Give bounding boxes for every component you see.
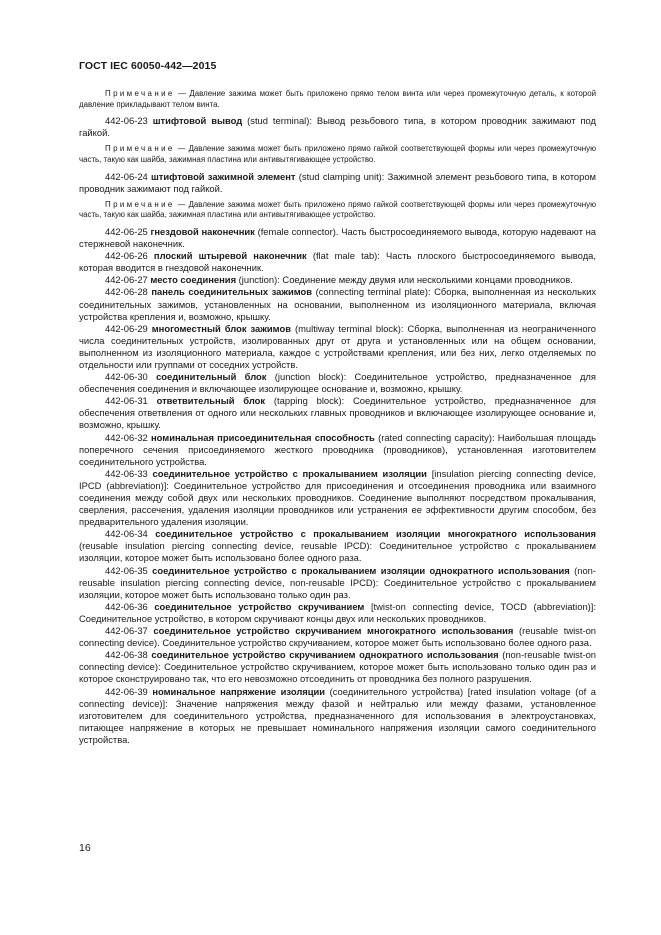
entry-code: 442-06-32 (105, 431, 148, 443)
term-entry (79, 565, 596, 601)
entry-code: 442-06-36 (105, 600, 148, 612)
standard-header: ГОСТ IEC 60050-442—2015 (79, 60, 217, 72)
term-entry (79, 625, 596, 649)
document-body (79, 89, 596, 746)
entry-code: 442-06-27 (105, 274, 148, 286)
term-entry (79, 323, 596, 371)
term-entry (79, 274, 596, 286)
entry-definition: (stud terminal): Вывод резьбового типа, в котором проводник зажимают под гайкой. (79, 115, 597, 139)
entry-term: соединительное устройство с прокалыванием изоляции многократного использования (155, 528, 596, 540)
entry-code: 442-06-33 (105, 467, 148, 479)
entry-code: 442-06-23 (105, 115, 148, 127)
entry-term: соединительное устройство с прокалыванием изоляции однократного использования (152, 564, 570, 576)
entry-term: место соединения (150, 274, 237, 286)
term-entry (79, 649, 596, 685)
entry-term: панель соединительных зажимов (151, 286, 313, 298)
entry-term: многоместный блок зажимов (151, 322, 291, 334)
entry-code: 442-06-26 (105, 250, 148, 262)
note-paragraph (79, 200, 596, 221)
entry-definition: (stud clamping unit): Зажимной элемент резьбового типа, в котором проводник зажимают под гайкой. (79, 170, 597, 194)
page-number: 16 (79, 842, 91, 854)
note-label: Примечание (105, 199, 175, 209)
entry-term: соединительное устройство с прокалыванием изоляции (152, 467, 427, 479)
entry-definition: (junction): Соединение между двумя или несколькими концами проводников. (236, 274, 573, 286)
term-entry (79, 686, 596, 746)
entry-term: штифтовой вывод (152, 115, 243, 127)
term-entry (79, 468, 596, 528)
term-entry (79, 286, 596, 322)
entry-definition: (reusable twist-on connecting device). Соединительное устройство скручиванием, которое может быть использовано более одного раза. (79, 625, 597, 649)
entry-term: гнездовой наконечник (150, 225, 255, 237)
entry-code: 442-06-29 (105, 322, 148, 334)
term-entry (79, 601, 596, 625)
entry-term: соединительный блок (156, 371, 267, 383)
entry-code: 442-06-31 (105, 395, 148, 407)
entry-definition: [twist-on connecting device, TOCD (abbreviation)]: Соединительное устройство, в котором скручивают концы двух или нескольких проводников. (79, 600, 597, 624)
entry-code: 442-06-28 (105, 286, 148, 298)
entry-code: 442-06-35 (105, 564, 148, 576)
term-entry (79, 115, 596, 139)
entry-term: соединительное устройство скручиванием однократного использования (151, 649, 499, 661)
term-entry (79, 171, 596, 195)
entry-term: номинальная присоединительная способность (151, 431, 375, 443)
term-entry (79, 395, 596, 431)
entry-code: 442-06-38 (105, 649, 148, 661)
term-entry (79, 226, 596, 250)
note-paragraph (79, 89, 596, 110)
entry-definition: (соединительного устройства) [rated insulation voltage (of a connecting device)]: Значение напряжения между фазой и нейтралью или между фазами, установленное изготовителем для соединительного устройства, предназначенного для использования в электроустановках, питающее напряжение в которых не превышает номинального напряжения изоляции самого соединительного устройства. (79, 685, 596, 745)
note-text: — Давление зажима может быть приложено прямо телом винта или через промежуточную деталь, к которой давление прикладывают телом винта. (79, 89, 596, 109)
note-label: Примечание (105, 144, 175, 154)
entry-definition: (female connector). Часть быстросоединяемого вывода, которую надевают на стержневой наконечник. (79, 225, 596, 250)
entry-definition: (tapping block): Соединительное устройство, предназначенное для обеспечения ответвления от одного или нескольких главных проводников и включающее изолирующее основание и, возможно, крышку. (79, 395, 596, 431)
entry-definition: (non-reusable twist-on connecting device): Соединительное устройство скручиванием, которое может быть использовано только один раз и которое сконструировано так, что его невозможно отсоединить от проводника без полного разрушения. (79, 649, 596, 685)
note-label: Примечание (105, 89, 175, 98)
term-entry (79, 528, 596, 564)
entry-code: 442-06-25 (105, 225, 148, 237)
term-entry (79, 371, 596, 395)
entry-definition: (non-reusable insulation piercing connecting device, non-reusable IPCD): Соединительное устройство с прокалыванием изоляции, которое может быть использовано только один раз. (79, 564, 596, 600)
entry-code: 442-06-34 (105, 528, 148, 540)
note-text: — Давление зажима может быть приложено прямо гайкой соответствующей формы или через промежуточную часть, такую как шайба, зажимная пластина или антивытягивающее устройство. (79, 144, 596, 164)
entry-definition: (reusable insulation piercing connecting device, reusable IPCD): Соединительное устройство с прокалыванием изоляции, которое может быть использовано более одного раза. (79, 540, 596, 564)
entry-term: ответвительный блок (156, 395, 266, 407)
entry-term: плоский штыревой наконечник (153, 250, 307, 262)
entry-definition: [insulation piercing connecting device, IPCD (abbreviation)]: Соединительное устройство для присоединения и отсоединения проводника или взаимного соединения между собой двух или нескольких проводников. Соединение выполняют посредством прокалывания, сверления, рассечения, удаления изоляции проводников или устранения ее эффективности другим способом, без предварительного удаления изоляции. (79, 467, 597, 528)
term-entry (79, 432, 596, 468)
entry-definition: (junction block): Соединительное устройство, предназначенное для обеспечения соединения и включающее изолирующее основание и, возможно, крышку. (79, 371, 596, 395)
entry-code: 442-06-24 (105, 170, 148, 182)
entry-term: соединительное устройство скручиванием многократного использования (153, 625, 514, 637)
term-entry (79, 250, 596, 274)
entry-definition: (multiway terminal block): Сборка, выполненная из неограниченного числа соединительных устройств, изолированных друг от друга и установленных или на общем основании, выполненном из изоляционного материала, каждое с устройствами крепления, или без них, легко отделяемых по отдельности или группами от соседних устройств. (79, 322, 596, 370)
entry-term: соединительное устройство скручиванием (154, 600, 365, 612)
entry-code: 442-06-39 (105, 685, 148, 697)
note-paragraph (79, 144, 596, 165)
entry-definition: (connecting terminal plate): Сборка, выполненная из нескольких соединительных зажимов, установленных на основании, выполненном из изоляционного материала, включая устройства крепления и, возможно, крышку. (79, 286, 597, 322)
entry-definition: (flat male tab): Часть плоского быстросоединяемого вывода, которая вводится в гнездовой наконечник. (79, 250, 596, 274)
entry-term: номинальное напряжение изоляции (152, 685, 326, 697)
entry-definition: (rated connecting capacity): Наибольшая площадь поперечного сечения присоединяемого жесткого проводника (проводников), установленная изготовителем соединительного устройства. (79, 431, 596, 467)
entry-term: штифтовой зажимной элемент (150, 170, 296, 182)
entry-code: 442-06-30 (105, 371, 148, 383)
note-text: — Давление зажима может быть приложено прямо гайкой соответствующей формы или через промежуточную часть, такую как шайба, зажимная пластина или антивытягивающее устройство. (79, 199, 596, 220)
entry-code: 442-06-37 (105, 625, 148, 637)
